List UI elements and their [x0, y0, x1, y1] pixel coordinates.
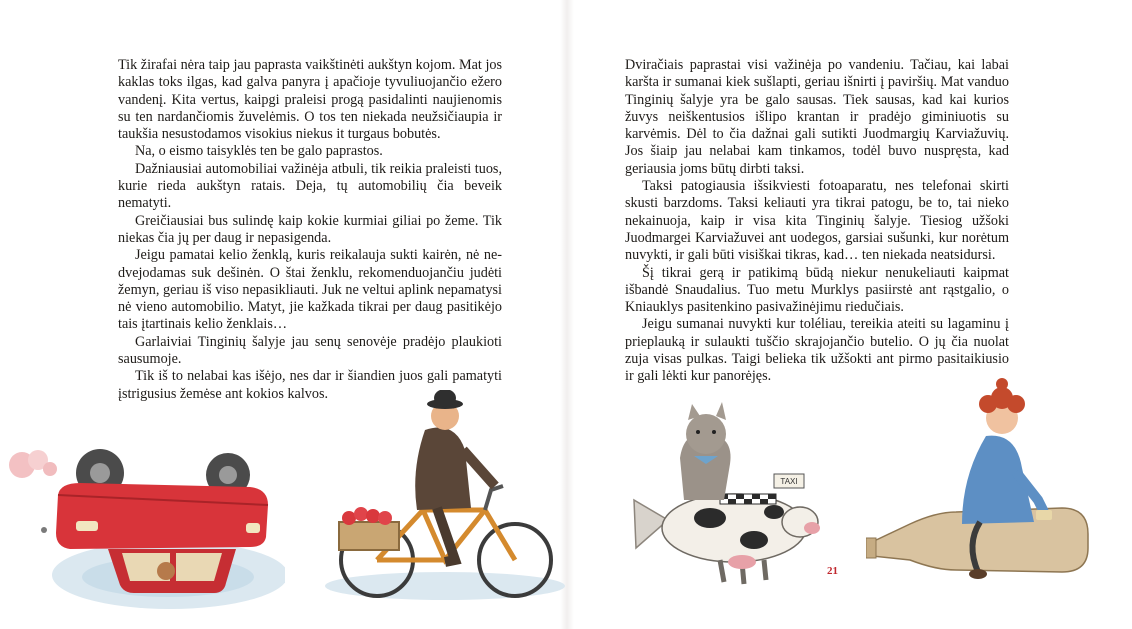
right-page	[566, 0, 1132, 629]
taxi-sign-label: TAXI	[780, 477, 798, 486]
paragraph: Tik iš to nelabai kas išėjo, nes dar ir šiandien juos gali pamatyti įstrigusius žemėse ant kokios kalvos.	[118, 368, 502, 402]
paragraph: Na, o eismo taisyklės ten be galo paprastos.	[135, 143, 383, 160]
paragraph: Tik žirafai nėra taip jau paprasta vaikštinėti aukštyn kojom. Mat jos kaklas toks ilgas, kad galva panyra į apačioje tyvuliuojančio ežero vandenį. Kita vertus, kaipgi praleisi progą pasidalinti naujienomis su ten nardančiomis žuvelėmis. O tos ten niekada neužsičiaupia ir taukšia nesustodamos visokius niekus it turgaus bobutės.	[118, 57, 502, 143]
cyclist-illustration	[305, 390, 565, 610]
paragraph: Garlaiviai Tinginių šalyje jau senų senovėje pradėjo plaukioti sausumoje.	[118, 333, 502, 368]
flying-bottle-illustration	[866, 372, 1096, 587]
paragraph: Taksi patogiausia išsikviesti fotoaparatu, nes telefonai skirti skusti barzdoms. Taksi keliauti yra tikrai patogu, be to, tai nieko nekainuoja, kaip ir visa kita Tinginių šalyje. Tiesiog užšoki Juodmargei Karviažuvei ant uodegos, garsiai sušunki, kur norėtum nuvykti, ir gali būti visiškai tikras, kad… ten niekada neatsidursi.	[625, 178, 1009, 264]
upside-down-car-illustration	[0, 425, 285, 625]
cowfish-taxi-illustration	[624, 400, 824, 595]
paragraph: Dažniausiai automobiliai važinėja atbuli, tik reikia praleisti tuos, kurie rieda aukštyn ratais. Deja, tų automobilių čia beveik nematyti.	[118, 160, 502, 212]
paragraph: Dviračiais paprastai visi važinėja po vandeniu. Tačiau, kai labai karšta ir sumanai kiek sušlapti, geriau išnirti į paviršių. Mat vanduo Tinginių šalyje yra be galo sausas. Tiek sausas, kad kai kurios žuvys neiškentusios išlipo krantan ir pradėjo giminiuotis su karvėmis. Dėl to čia dažnai gali sutikti Juodmargių Karviažuvių. Jos šiaip jau nelabai kam tinkamos, todėl buvo nuspręsta, kad geriausia joms būtų dirbti taksi.	[625, 57, 1009, 177]
paragraph: Šį tikrai gerą ir patikimą būdą niekur nenukeliauti kaipmat išbandė Snaudalius. Tuo metu Murklys pasiirstė ant rąstgalio, o Kniauklys pasitenkino pasivažinėjimu riedučiais.	[625, 264, 1009, 316]
paragraph: Greičiausiai bus sulindę kaip kokie kurmiai giliai po žeme. Tik niekas čia jų per daug ir nepasigenda.	[118, 212, 502, 246]
paragraph: Jeigu sumanai nuvykti kur toléliau, tereikia ateiti su lagaminu į prieplauką ir sulaukti tuščio skrajojančio butelio. O jų čia nuolat zuja visas pulkas. Taigi belieka tik užšokti ant pirmo pasitaikiusio ir gali lėkti kur panorėjęs.	[625, 316, 1009, 385]
page-number: 21	[827, 565, 838, 577]
right-page-text	[625, 57, 1009, 386]
paragraph: Jeigu pamatai kelio ženklą, kuris reikalauja sukti kairėn, nė nedvejodamas suk dešinėn. O štai ženklu, rekomenduojančiu judėti žemyn, geriau iš viso nepasikliauti. Juk ne veltui aplink nepamatysi nė vieno automobilio. Matyt, jie kažkada tikrai per daug pasitikėjo tais įtartinais kelio ženklais…	[118, 247, 502, 333]
left-page-text	[118, 57, 502, 403]
